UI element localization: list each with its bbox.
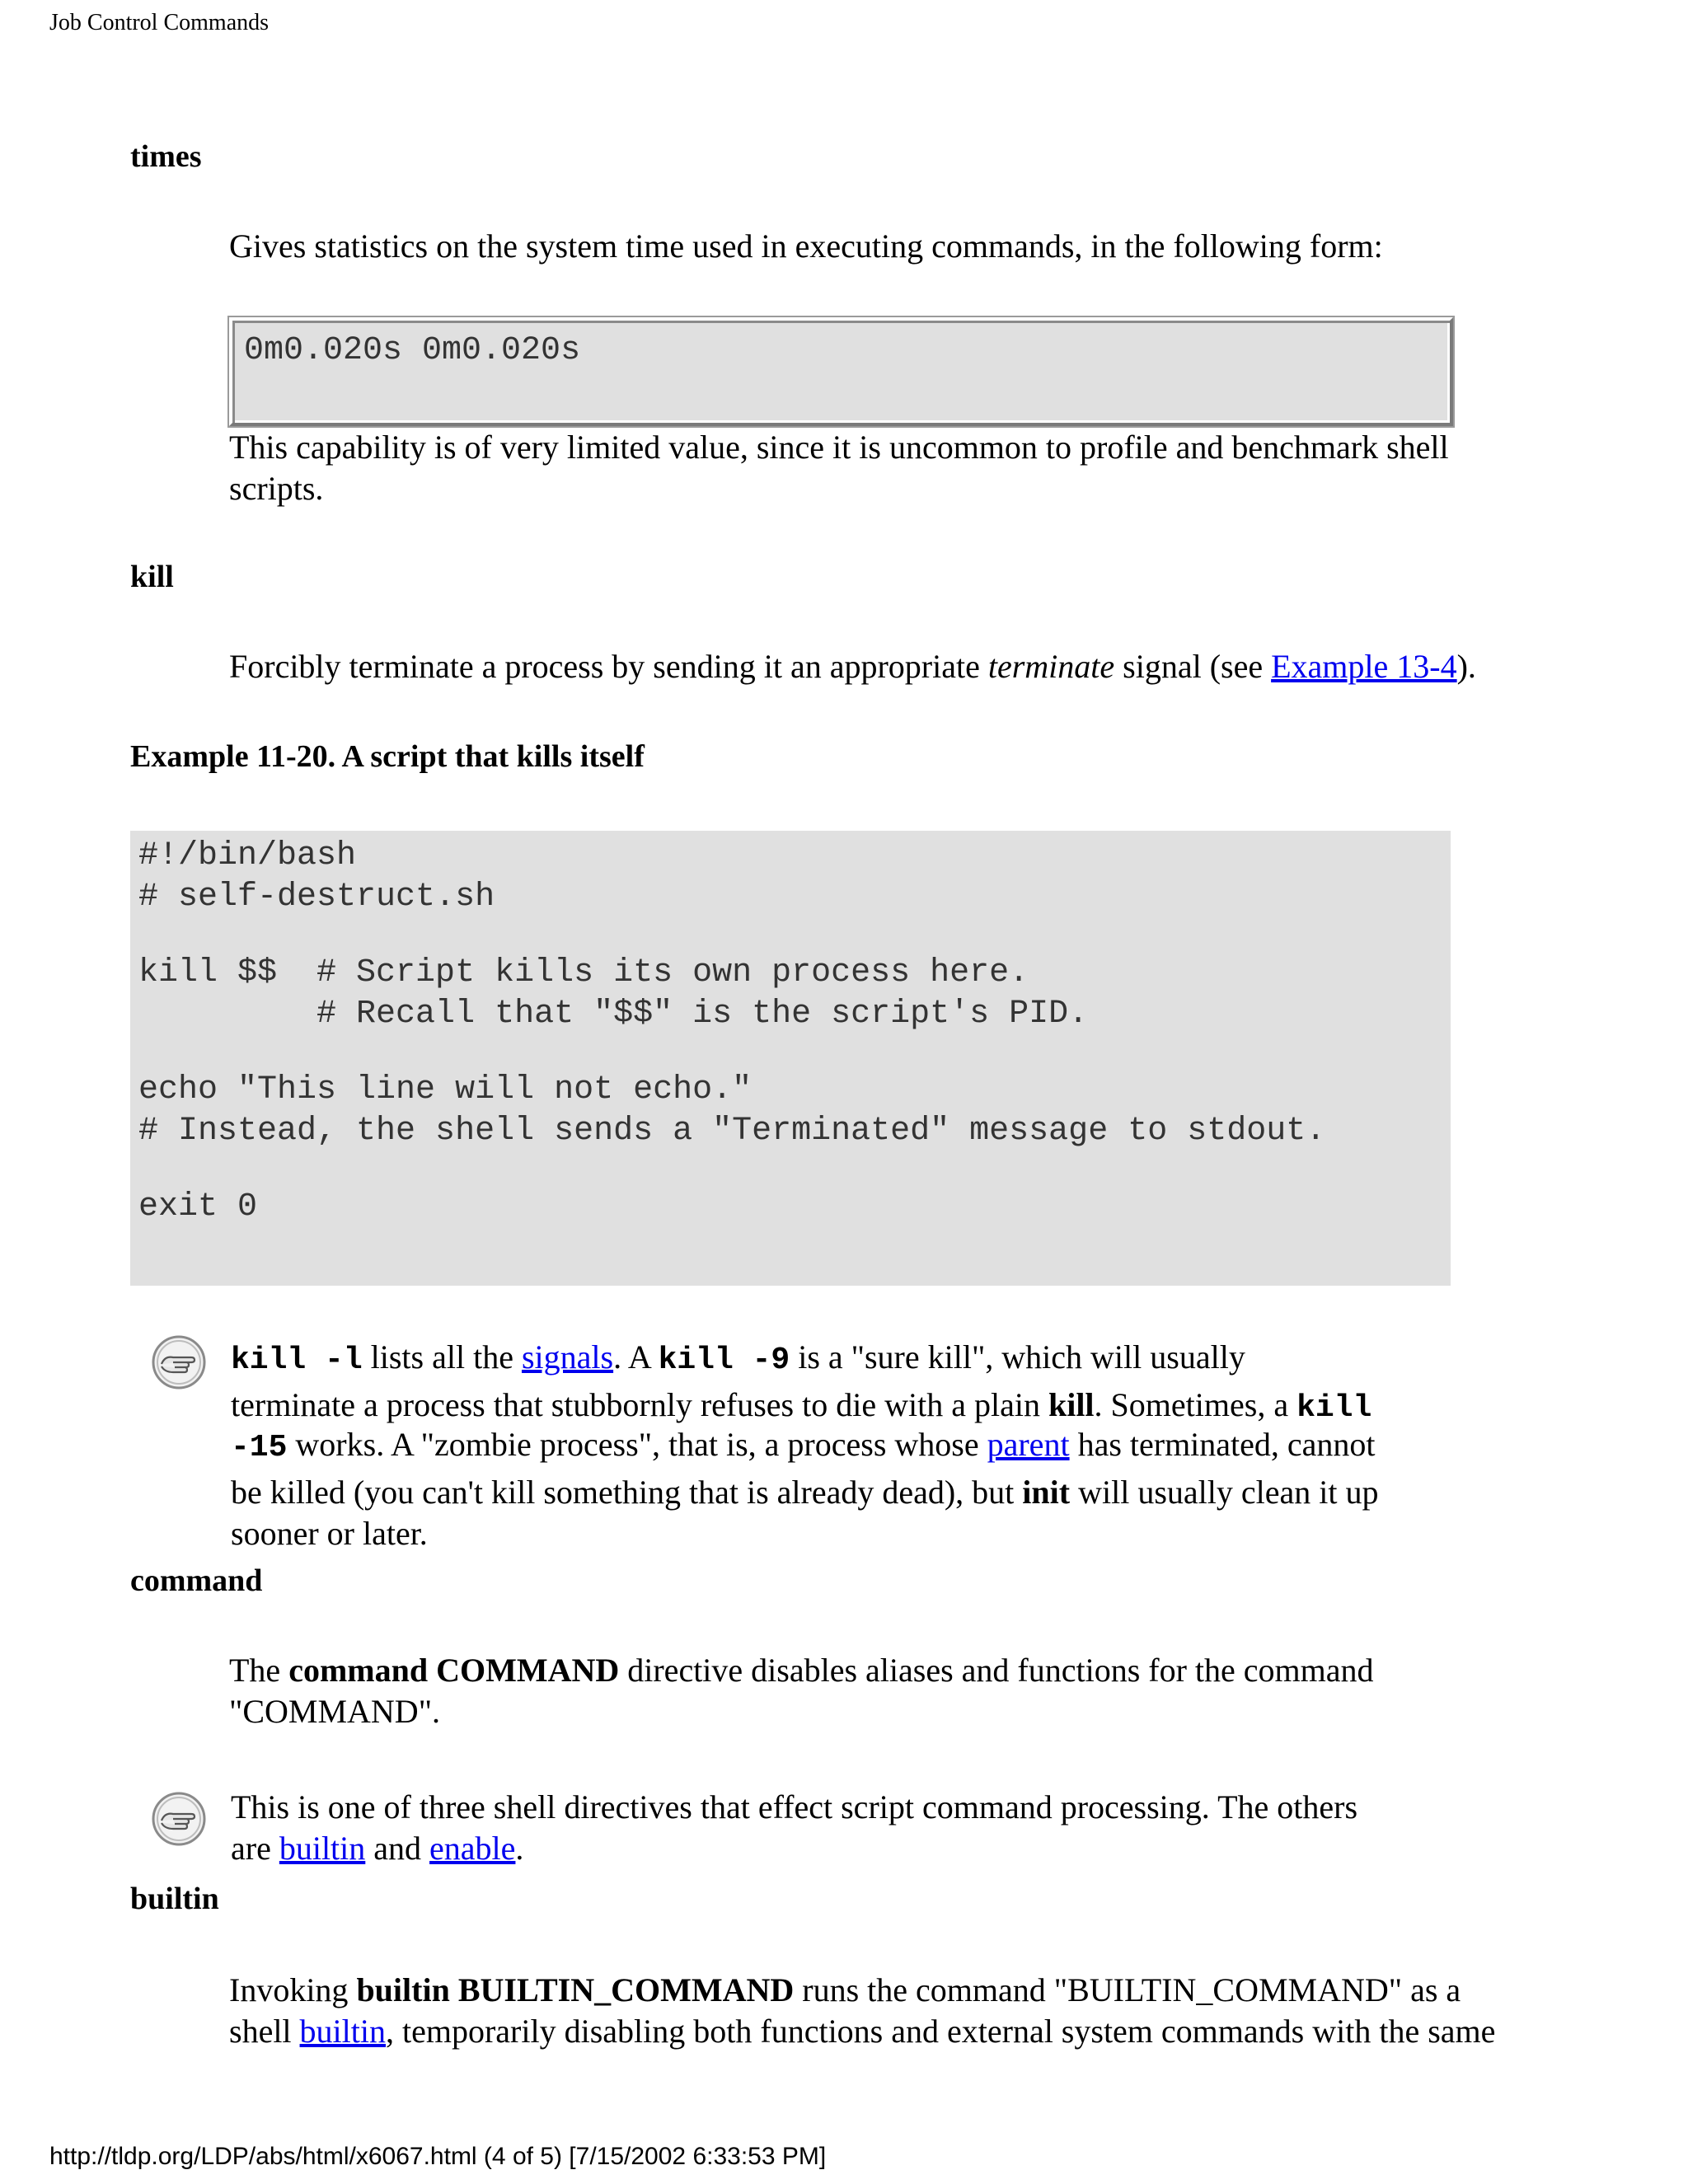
code-line: #!/bin/bash — [138, 837, 357, 874]
code-line: # Instead, the shell sends a "Terminated" message to stdout. — [138, 1113, 1326, 1150]
kill-note-line5: sooner or later. — [231, 1515, 428, 1552]
code-line: kill $$ # Script kills its own process here. — [138, 954, 1029, 991]
link-example-13-4[interactable]: Example 13-4 — [1271, 648, 1457, 685]
code-kill-l: kill -l — [231, 1343, 363, 1378]
program-listing — [130, 831, 1451, 1286]
kill-note-line4: be killed (you can't kill something that is already dead), but init will usually clean it up — [231, 1474, 1379, 1511]
times-note-line2: scripts. — [229, 470, 324, 507]
term-kill: kill — [130, 560, 174, 594]
bold-init: init — [1022, 1474, 1071, 1511]
bold-command-command: command COMMAND — [288, 1652, 620, 1689]
link-enable[interactable]: enable — [429, 1830, 516, 1867]
code-15: -15 — [231, 1430, 288, 1465]
code-line: echo "This line will not echo." — [138, 1071, 753, 1108]
link-signals[interactable]: signals — [521, 1338, 614, 1376]
command-desc-line2: "COMMAND". — [229, 1693, 441, 1730]
code-line: # self-destruct.sh — [138, 879, 495, 916]
code-kill: kill — [1296, 1390, 1372, 1426]
bold-kill: kill — [1048, 1386, 1095, 1423]
command-desc-line1: The command COMMAND directive disables aliases and functions for the command — [229, 1652, 1374, 1689]
emphasis-terminate: terminate — [987, 648, 1115, 685]
page-header: Job Control Commands — [49, 10, 270, 35]
bold-builtin-command: builtin BUILTIN_COMMAND — [356, 1971, 795, 2008]
command-note-line2: are builtin and enable. — [231, 1830, 524, 1867]
example-title: Example 11-20. A script that kills itself — [130, 739, 645, 774]
kill-note-line1: kill -l lists all the signals. A kill -9 is a "sure kill", which will usually — [231, 1338, 1245, 1378]
term-times: times — [130, 139, 202, 174]
code-kill-9: kill -9 — [658, 1343, 790, 1378]
times-description: Gives statistics on the system time used in executing commands, in the following form: — [229, 227, 1383, 265]
times-note-line1: This capability is of very limited value, since it is uncommon to profile and benchmark shell — [229, 429, 1449, 466]
code-line: exit 0 — [138, 1188, 258, 1226]
term-builtin: builtin — [130, 1882, 219, 1916]
term-command: command — [130, 1563, 263, 1598]
builtin-desc-line1: Invoking builtin BUILTIN_COMMAND runs the command "BUILTIN_COMMAND" as a — [229, 1971, 1461, 2008]
builtin-desc-line2: shell builtin, temporarily disabling both functions and external system commands with the same — [229, 2013, 1496, 2050]
screen-output-box — [229, 317, 1453, 426]
note-icon — [150, 1790, 208, 1852]
note-icon — [150, 1333, 208, 1395]
command-note-line1: This is one of three shell directives that effect script command processing. The others — [231, 1788, 1358, 1825]
link-builtin[interactable]: builtin — [279, 1830, 366, 1867]
kill-note-line2: terminate a process that stubbornly refuses to die with a plain kill. Sometimes, a kill — [231, 1386, 1372, 1426]
link-builtin-shell[interactable]: builtin — [299, 2013, 386, 2050]
code-line: # Recall that "$$" is the script's PID. — [138, 996, 1089, 1033]
kill-note-line3: -15 works. A "zombie process", that is, a process whose parent has terminated, cannot — [231, 1426, 1376, 1465]
page-footer: http://tldp.org/LDP/abs/html/x6067.html (4 of 5) [7/15/2002 6:33:53 PM] — [49, 2143, 827, 2170]
kill-description: Forcibly terminate a process by sending it an appropriate terminate signal (see Example 13-4). — [229, 648, 1476, 685]
screen-output-text: 0m0.020s 0m0.020s — [244, 332, 581, 369]
link-parent[interactable]: parent — [987, 1426, 1070, 1463]
